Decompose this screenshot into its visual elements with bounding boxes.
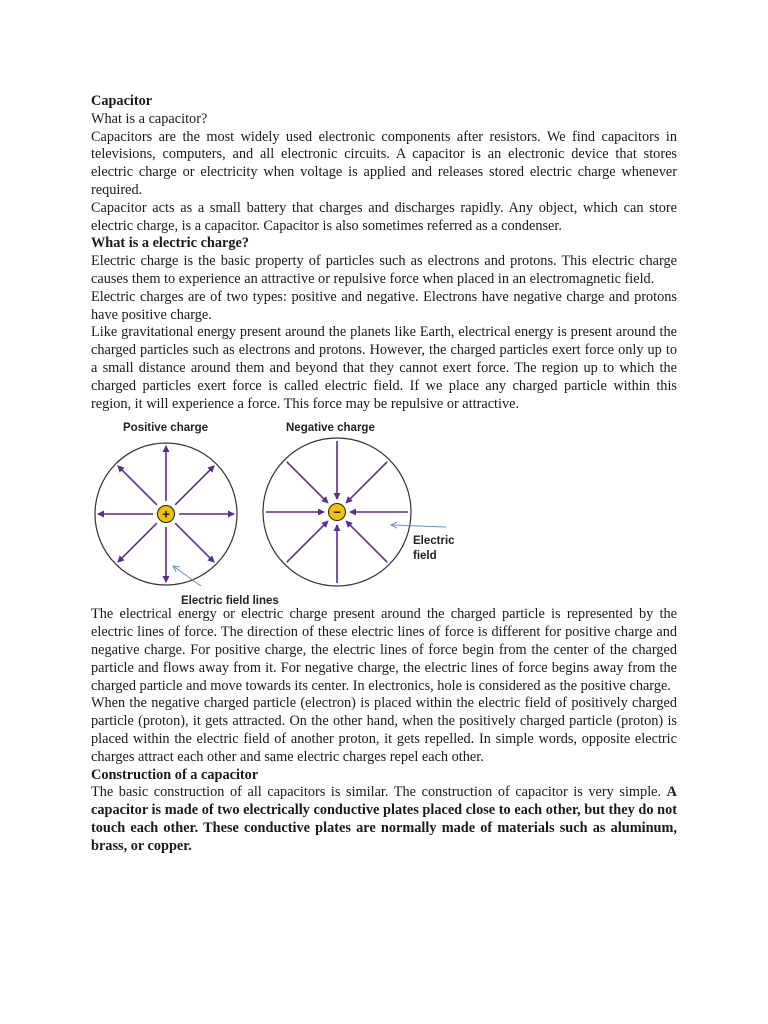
positive-field-arrow xyxy=(118,524,157,563)
heading-electric-charge: What is a electric charge? xyxy=(91,235,250,252)
negative-field-arrow xyxy=(346,462,387,503)
negative-field-arrow xyxy=(287,522,328,563)
paragraph-capacitor-battery: Capacitor acts as a small battery that charges and discharges rapidly. Any object, which can store electric charge, is a capacitor. Capacitor is also sometimes referred as a condenser. xyxy=(91,199,677,234)
positive-field-arrow xyxy=(118,466,157,505)
positive-field-arrow xyxy=(175,466,214,505)
document-title: Capacitor xyxy=(91,93,153,109)
paragraph-electric-field: Like gravitational energy present around the planets like Earth, electrical energy is present around the charged particles such as electrons and protons. However, the charged particles exert force only up to a small distance around them and beyond that they cannot exert force. The region up to which the charged particles exert force is called electric field. If we place any charged particle within this region, it will experience a force. This force may be repulsive or attractive. xyxy=(91,324,677,412)
positive-charge-label: Positive charge xyxy=(123,422,209,435)
paragraph-attraction-repulsion: When the negative charged particle (electron) is placed within the electric field of positively charged particle (proton), it gets attracted. On the other hand, when the positively charged particle (proton) is placed within the electric field of another proton, it gets repelled. In simple words, opposite electric charges attract each other and same electric charges repel each other. xyxy=(91,695,677,765)
electric-field-label-line1: Electric xyxy=(413,535,455,548)
positive-field-arrow xyxy=(175,524,214,563)
construction-text-normal: The basic construction of all capacitors is similar. The construction of capacitor is very simple. xyxy=(91,784,667,801)
negative-field-arrow xyxy=(346,522,387,563)
minus-sign: − xyxy=(333,504,341,520)
construction-text-bold: A capacitor is made of two electrically conductive plates placed close to each other, but they do not touch each other. These conductive plates are normally made of materials such as aluminum, brass, or copper. xyxy=(91,784,677,854)
heading-construction: Construction of a capacitor xyxy=(91,766,259,783)
electric-field-diagram xyxy=(91,414,677,606)
electric-field-label-line2: field xyxy=(413,550,437,563)
paragraph-lines-of-force: The electrical energy or electric charge present around the charged particle is represented by the electric lines of force. The direction of these electric lines of force is different for positive charge and negative charge. For positive charge, the electric lines of force begin from the center of the charged particle and flows away from it. For negative charge, the electric lines of force begins away from the charged particle and move towards its center. In electronics, hole is considered as the positive charge. xyxy=(91,606,677,694)
plus-sign: + xyxy=(162,506,170,522)
paragraph-capacitor-intro: Capacitors are the most widely used electronic components after resistors. We find capacitors in televisions, computers, and all electronic circuits. A capacitor is an electronic device that stores electric charge or electricity when voltage is applied and releases stored electric charge whenever required. xyxy=(91,128,677,198)
paragraph-charge-types: Electric charges are of two types: positive and negative. Electrons have negative charge and protons have positive charge. xyxy=(91,288,677,323)
question-what-is-capacitor: What is a capacitor? xyxy=(91,110,208,127)
negative-charge-label: Negative charge xyxy=(286,422,375,435)
electric-field-lines-label: Electric field lines xyxy=(181,595,279,607)
field-lines-pointer xyxy=(173,566,201,586)
paragraph-construction xyxy=(91,784,677,855)
electric-field-pointer xyxy=(391,525,446,527)
document-page xyxy=(91,93,677,856)
paragraph-electric-charge-definition: Electric charge is the basic property of particles such as electrons and protons. This electric charge causes them to experience an attractive or repulsive force when placed in an electromagnetic field. xyxy=(91,253,677,287)
negative-field-arrow xyxy=(287,462,328,503)
electric-field-figure xyxy=(91,414,677,606)
